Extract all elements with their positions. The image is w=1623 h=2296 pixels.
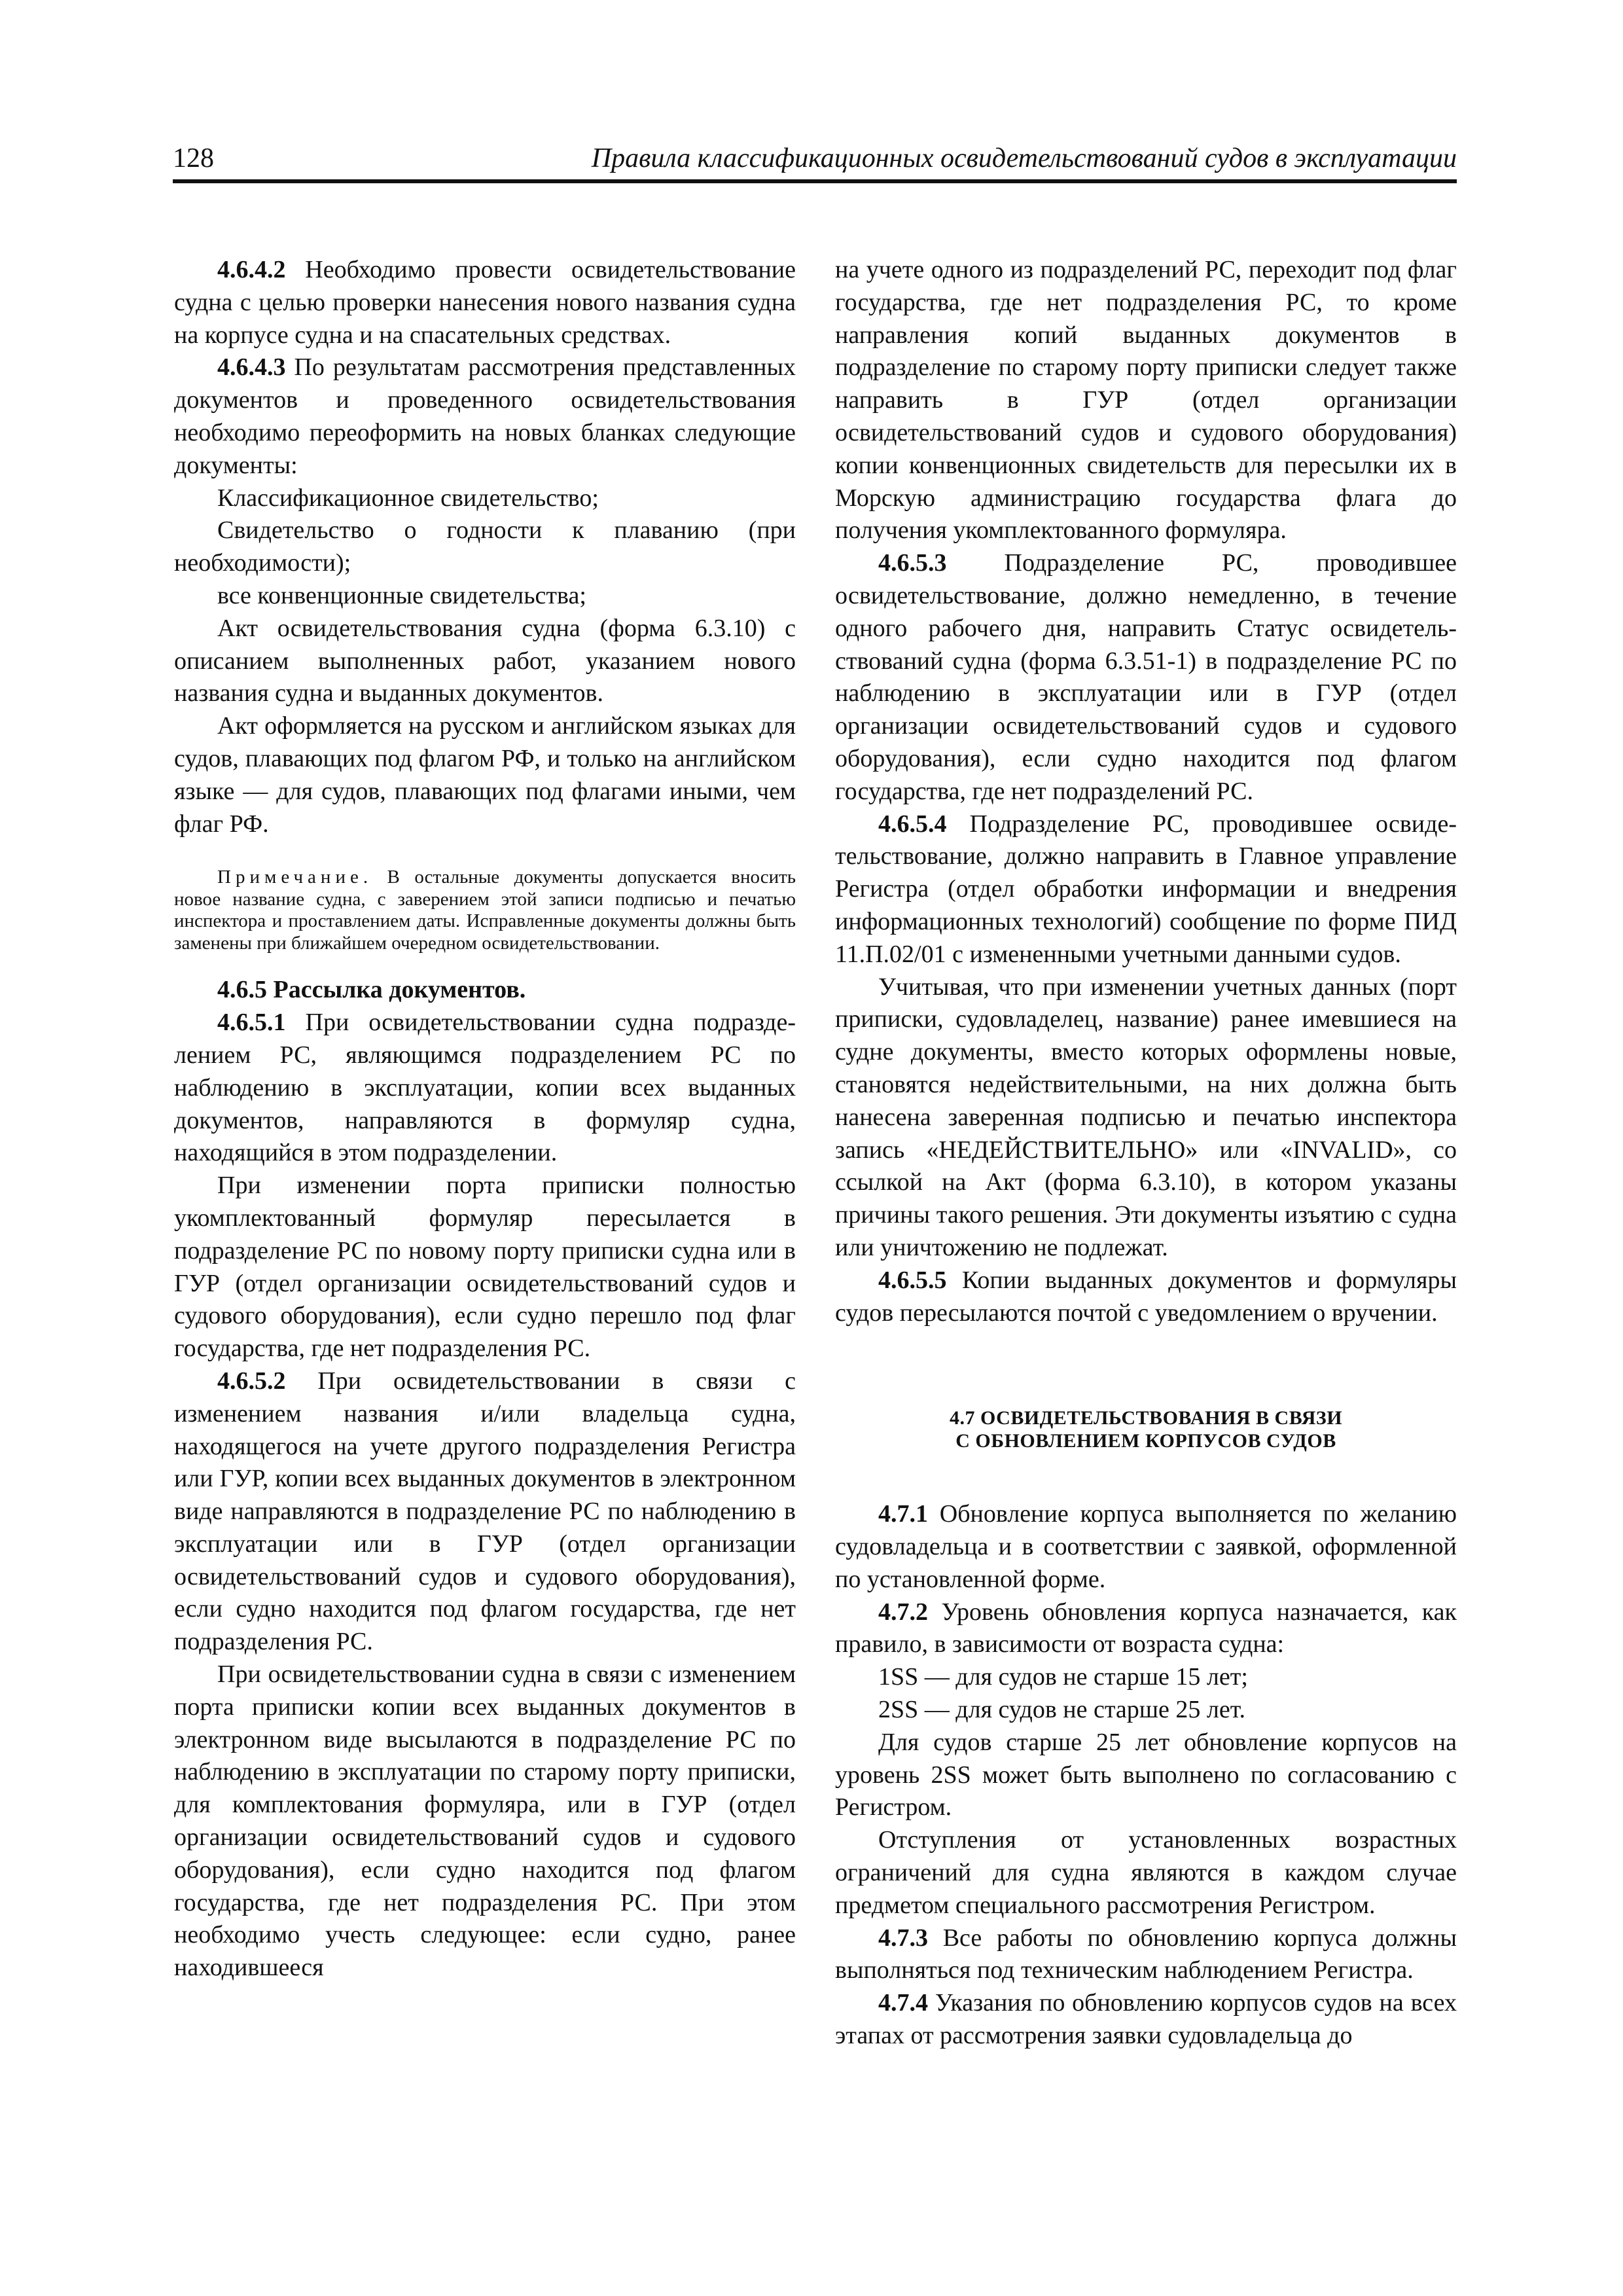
running-title: Правила классификационных освидетельствований судов в эксплуатации <box>591 143 1457 173</box>
paragraph-text: Все работы по обновлению корпуса должны выполняться под техническим наблюдением Регистра. <box>835 1924 1457 1984</box>
paragraph-continuation: на учете одного из подразделений РС, переходит под флаг государства, где нет подразделения РС, то кроме направления копий выданных документов в подразделение по старому порту приписки следует также направить в ГУР (отдел организации освидетельствований судов и судового оборудования) копии конвенционных свидетельств для пересылки их в Морскую администрацию государства флага до получения укомплектованного формуляра. <box>835 256 1457 545</box>
left-column <box>174 254 796 1984</box>
clause-number: 4.6.5.1 <box>217 1009 286 1037</box>
paragraph-invalid-marking: Учитывая, что при изменении учетных данных (порт приписки, судовладелец, название) ранее имевшиеся на судне документы, вместо которых оформлены новые, становятся недействительными, на них должна быть нанесена заверенная подписью и печатью инспектора запись «НЕДЕЙСТВИТЕЛЬНО» или «INVALID», со ссылкой на Акт (форма 6.3.10), в котором указаны причины такого решения. Эти документы изъятию с судна или уничтожению не подлежат. <box>835 973 1457 1261</box>
doc-list-item: все конвенционные свидетельства; <box>217 581 586 609</box>
paragraph-text: Необходимо провести освидетельствование судна с целью проверки нанесения нового названия судна на корпусе судна и на спасательных средствах. <box>174 256 796 349</box>
paragraph-older-vessels: Для судов старше 25 лет обновление корпусов на уровень 2SS может быть выполнено по согласованию с Регистром. <box>835 1728 1457 1821</box>
paragraph-port-change-2: При освидетельствовании судна в связи с изменением порта приписки копии всех выданных документов в электронном виде высылаются в подразделение РС по наблюдению в эксплуатации по старому порту приписки, для комплектования формуляра, или в ГУР (отдел организации освидетельствований судов и судового оборудования), если судно находится под флагом государства, где нет подразделения РС. При этом необходимо учесть следующее: если судно, ранее находившееся <box>174 1660 796 1982</box>
section-heading-line: 4.7 ОСВИДЕТЕЛЬСТВОВАНИЯ В СВЯЗИ <box>949 1407 1343 1429</box>
paragraph-4-6-5-1 <box>174 1007 796 1170</box>
paragraph-text: Обновление корпуса выполняется по желанию судовладельца и в соответствии с заявкой, оформленной по установленной форме. <box>835 1500 1457 1593</box>
clause-number: 4.6.5.2 <box>217 1367 286 1395</box>
paragraph-deviations: Отступления от установленных возрастных ограничений для судна являются в каждом случае предметом специального рассмотрения Регистром. <box>835 1826 1457 1919</box>
paragraph-4-6-5-4 <box>835 808 1457 971</box>
paragraph-text: Подразделение РС, проводившее освидетельствование, должно направить в Главное управление Регистра (отдел обработки информации и внедрения информационных технологий) сообщение по форме ПИД 11.П.02/01 с измененными учетными данными судов. <box>835 810 1457 968</box>
level-item: 1SS — для судов не старше 15 лет; <box>878 1663 1248 1691</box>
paragraph-4-6-4-3 <box>174 351 796 482</box>
paragraph-4-6-5-5 <box>835 1265 1457 1330</box>
paragraph-text: По результатам рассмотрения представленных документов и проведенного освидетельствования необходимо переоформить на новых бланках следующие документы: <box>174 353 796 479</box>
note-block <box>174 867 796 954</box>
clause-number: 4.6.5.3 <box>878 549 947 577</box>
paragraph-text: Подразделение РС, проводившее освидетельствование, должно немедленно, в течение одного рабочего дня, направить Статус освидетельствований судна (форма 6.3.51-1) в подразделение РС по наблюдению в эксплуатации или в ГУР (отдел организации освидетельствований судов и судового оборудования), если судно находится под флагом государства, где нет подразделений РС. <box>835 549 1457 805</box>
clause-number: 4.7.3 <box>878 1924 928 1952</box>
section-heading-4-7 <box>835 1407 1457 1452</box>
doc-list-item: Свидетельство о годности к плаванию (при необходимости); <box>174 516 796 577</box>
right-column <box>835 254 1457 2053</box>
note-label: Примечание. <box>217 867 373 888</box>
paragraph-4-6-5-3 <box>835 547 1457 808</box>
paragraph-4-6-4-2 <box>174 254 796 351</box>
doc-list-item: Классификационное свидетельство; <box>217 484 599 512</box>
page-number: 128 <box>173 143 214 173</box>
note-paragraph <box>174 867 796 954</box>
clause-number: 4.6.5.5 <box>878 1266 947 1294</box>
paragraph-text: Копии выданных документов и формуляры судов пересылаются почтой с уведомлением о вручении. <box>835 1266 1457 1327</box>
paragraph-text: Уровень обновления корпуса назначается, как правило, в зависимости от возраста судна: <box>835 1598 1457 1659</box>
doc-list-item: Акт освидетельствования судна (форма 6.3.10) с описанием выполненных работ, указанием нового названия судна и выданных документов. <box>174 614 796 708</box>
level-item: 2SS — для судов не старше 25 лет. <box>878 1696 1246 1724</box>
paragraph-text: При освидетельствовании судна подразделением РС, являющимся подразделением РС по наблюдению в эксплуатации, копии всех выданных документов, направляются в формуляр судна, находящийся в этом подразделении. <box>174 1009 796 1167</box>
paragraph-port-change: При изменении порта приписки полностью укомплектованный формуляр пересылается в подразделение РС по новому порту приписки судна или в ГУР (отдел организации освидетельствований судов и судового оборудования), если судно перешло под флаг государства, где нет подразделения РС. <box>174 1172 796 1363</box>
paragraph-4-6-5-2 <box>174 1365 796 1659</box>
clause-number: 4.7.4 <box>878 1989 928 2017</box>
section-heading-line: С ОБНОВЛЕНИЕМ КОРПУСОВ СУДОВ <box>955 1430 1336 1452</box>
page-header <box>173 137 1457 183</box>
clause-number: 4.6.5.4 <box>878 810 947 838</box>
clause-number: 4.6.4.2 <box>217 256 286 283</box>
subsection-heading-4-6-5: 4.6.5 Рассылка документов. <box>217 976 526 1004</box>
paragraph-text: Указания по обновлению корпусов судов на всех этапах от рассмотрения заявки судовладельца до <box>835 1989 1457 2050</box>
clause-number: 4.7.1 <box>878 1500 928 1528</box>
clause-number: 4.7.2 <box>878 1598 928 1626</box>
paragraph-text: При освидетельствовании в связи с изменением названия и/или владельца судна, находящегося на учете другого подразделения Регистра или ГУР, копии всех выданных документов в электронном виде направляются в подразделение РС по наблюдению в эксплуатации или в ГУР (отдел организации освидетельствований судов и судового оборудования), если судно находится под флагом государства, где нет подразделения РС. <box>174 1367 796 1656</box>
paragraph-4-7-3 <box>835 1922 1457 1988</box>
paragraph-4-7-2 <box>835 1596 1457 1662</box>
note-text: В остальные документы допускается вносить новое название судна, с заверением этой записи подписью и печатью инспектора и проставлением даты. Исправленные документы должны быть заменены при ближайшем очередном освидетельствовании. <box>174 867 796 954</box>
clause-number: 4.6.4.3 <box>217 353 286 382</box>
paragraph-4-7-4 <box>835 1987 1457 2053</box>
paragraph-4-7-1 <box>835 1498 1457 1596</box>
doc-list-item: Акт оформляется на русском и английском языках для судов, плавающих под флагом РФ, и только на английском языке — для судов, плавающих под флагами иными, чем флаг РФ. <box>174 712 796 838</box>
